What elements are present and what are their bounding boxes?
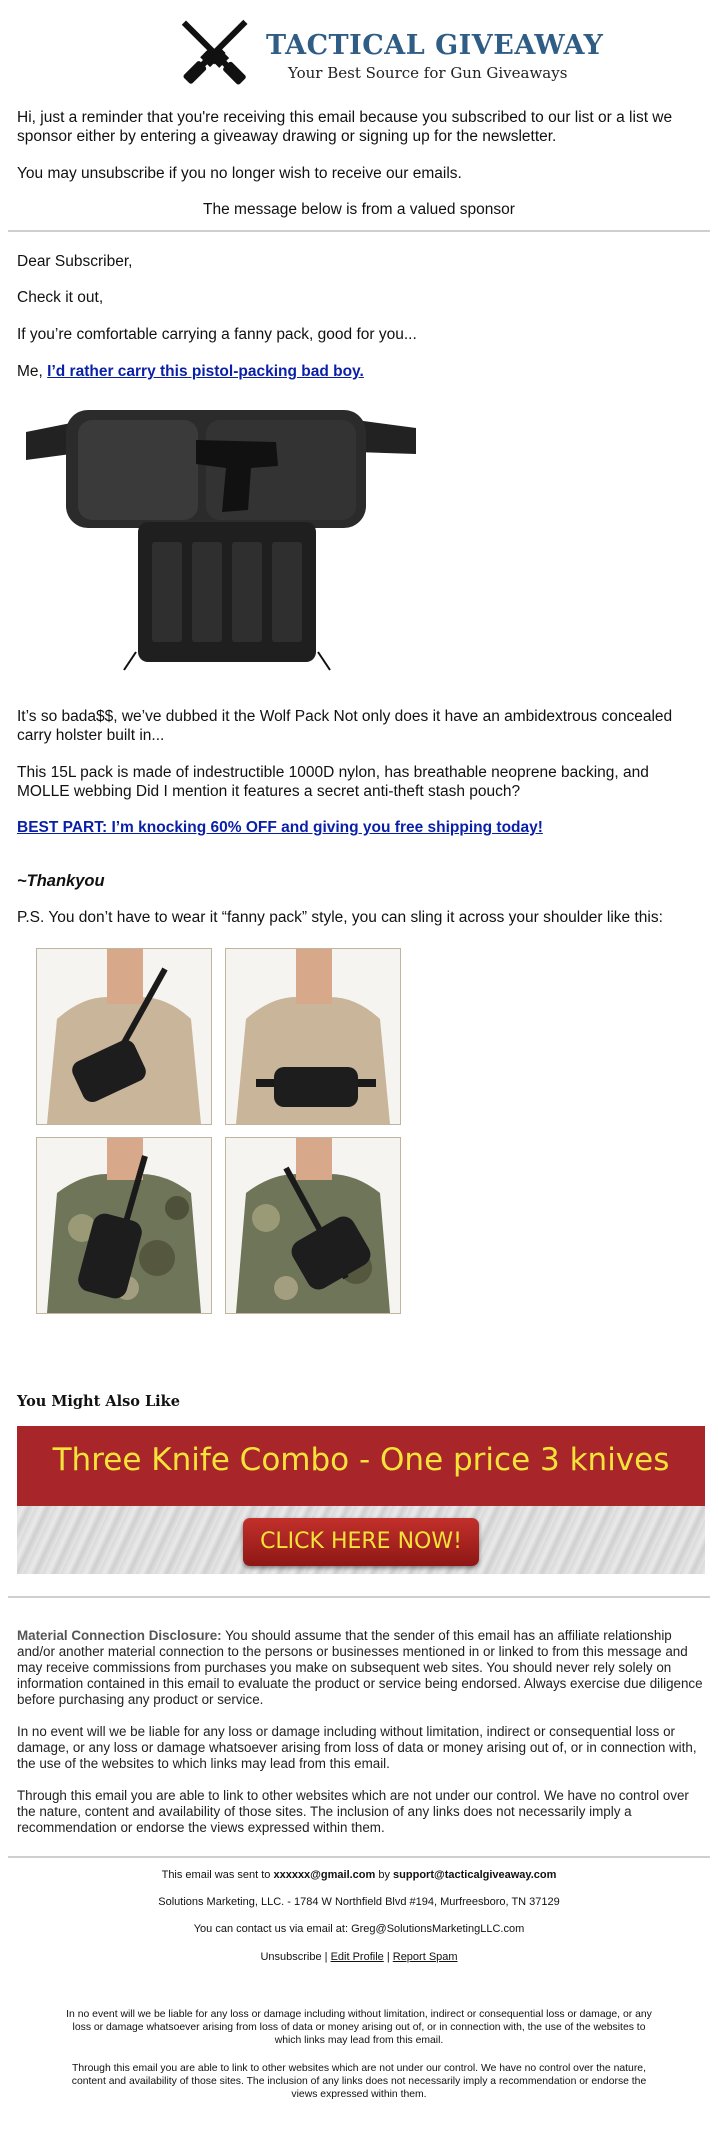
- report-spam-link[interactable]: Report Spam: [392, 1951, 458, 1963]
- separator: |: [383, 1951, 393, 1963]
- divider: [8, 1596, 710, 1598]
- footer-links-text: Through this email you are able to link to other websites which are not under our control. We have no control over the nature, content and availability of those sites. The inclusion of any links does not necessarily imply a recommendation or endorse the views expressed within them.: [71, 2063, 647, 2100]
- me-line: [17, 362, 702, 381]
- shoulder-sling-photo-3[interactable]: [36, 1137, 212, 1314]
- unsubscribe-link[interactable]: Unsubscribe: [260, 1951, 322, 1963]
- external-links-text: Through this email you are able to link to other websites which are not under our control. We have no control over the nature, content and availability of those sites. The inclusion of any links does not necessarily imply a recommendation or endorse the views expressed within them.: [17, 1788, 689, 1835]
- logo-title: TACTICAL GIVEAWAY: [266, 30, 604, 61]
- shoulder-sling-photo-4[interactable]: [225, 1137, 401, 1314]
- sent-prefix: This email was sent to: [161, 1869, 274, 1881]
- recipient-email: xxxxxx@gmail.com: [273, 1869, 376, 1881]
- footer-links: [0, 1950, 718, 1964]
- edit-profile-link[interactable]: Edit Profile: [330, 1951, 384, 1963]
- check-text: Check it out,: [17, 289, 104, 306]
- liability-text: In no event will we be liable for any loss or damage including without limitation, indirect or consequential loss or damage, or any loss or damage whatsoever arising from loss of data or money arising out of, or in connection with, the use of the websites to which links may lead from this email.: [17, 1724, 697, 1771]
- disclosure-text: You should assume that the sender of this email has an affiliate relationship and/or another material connection to the persons or businesses mentioned in or linked to from this message and may receive commissions from purchases you make on subsequent web sites. You should never rely solely on information contained in this email to evaluate the product or service being endorsed. Always exercise due diligence before purchasing any product or service.: [17, 1628, 703, 1707]
- wolf-pack-text: It’s so bada$$, we’ve dubbed it the Wolf Pack Not only does it have an ambidextrous concealed carry holster built in...: [17, 708, 673, 744]
- crossed-rifles-icon: [170, 8, 260, 98]
- sponsor-note: The message below is from a valued sponsor: [203, 201, 515, 218]
- reminder-text: Hi, just a reminder that you're receiving this email because you subscribed to our list or a list we sponsor either by entering a giveaway drawing or signing up for the newsletter.: [17, 109, 673, 145]
- shoulder-sling-photo-1[interactable]: [36, 948, 212, 1125]
- best-part-link[interactable]: BEST PART: I’m knocking 60% OFF and giving you free shipping today!: [17, 819, 543, 836]
- divider: [8, 1856, 710, 1858]
- contact-line: You can contact us via email at: Greg@SolutionsMarketingLLC.com: [193, 1923, 525, 1935]
- unsubscribe-note: You may unsubscribe if you no longer wish to receive our emails.: [17, 165, 462, 182]
- me-prefix: Me,: [17, 363, 48, 380]
- click-here-now-button[interactable]: [243, 1518, 479, 1566]
- material-connection-disclosure: [17, 1628, 707, 1708]
- tactical-giveaway-logo[interactable]: [170, 8, 604, 98]
- fanny-pack-text: If you’re comfortable carrying a fanny pack, good for you...: [17, 326, 417, 343]
- sent-to-line: [0, 1868, 718, 1882]
- sent-by: by: [375, 1869, 394, 1881]
- separator: |: [321, 1951, 331, 1963]
- sender-email: support@tacticalgiveaway.com: [393, 1869, 557, 1881]
- greeting: Dear Subscriber,: [17, 253, 133, 270]
- three-knife-combo-banner[interactable]: [17, 1426, 705, 1574]
- signoff: ~Thankyou: [17, 872, 105, 890]
- best-part-line: [17, 818, 702, 837]
- divider: [8, 230, 710, 232]
- footer-liability-text: In no event will we be liable for any loss or damage including without limitation, indirect or consequential loss or damage, or any loss or damage whatsoever arising from loss of data or money arising out of, or in connection with, the use of the websites to which links may lead from this email.: [66, 2009, 652, 2046]
- shoulder-sling-photo-2[interactable]: [225, 948, 401, 1125]
- pistol-pack-link[interactable]: I’d rather carry this pistol-packing bad boy.: [47, 363, 364, 380]
- click-here-now-label: CLICK HERE NOW!: [260, 1529, 462, 1554]
- specs-text: This 15L pack is made of indestructible 1000D nylon, has breathable neoprene backing, and MOLLE webbing Did I mention it features a secret anti-theft stash pouch?: [17, 764, 649, 800]
- logo-subtitle: Your Best Source for Gun Giveaways: [288, 64, 568, 82]
- you-might-also-like-heading: You Might Also Like: [17, 1393, 180, 1410]
- banner-title: Three Knife Combo - One price 3 knives: [52, 1442, 670, 1478]
- disclosure-label: Material Connection Disclosure:: [17, 1628, 222, 1643]
- wolf-pack-product-image[interactable]: [26, 402, 416, 672]
- company-address: Solutions Marketing, LLC. - 1784 W Northfield Blvd #194, Murfreesboro, TN 37129: [158, 1896, 560, 1908]
- ps-text: P.S. You don’t have to wear it “fanny pack” style, you can sling it across your shoulder like this:: [17, 909, 663, 926]
